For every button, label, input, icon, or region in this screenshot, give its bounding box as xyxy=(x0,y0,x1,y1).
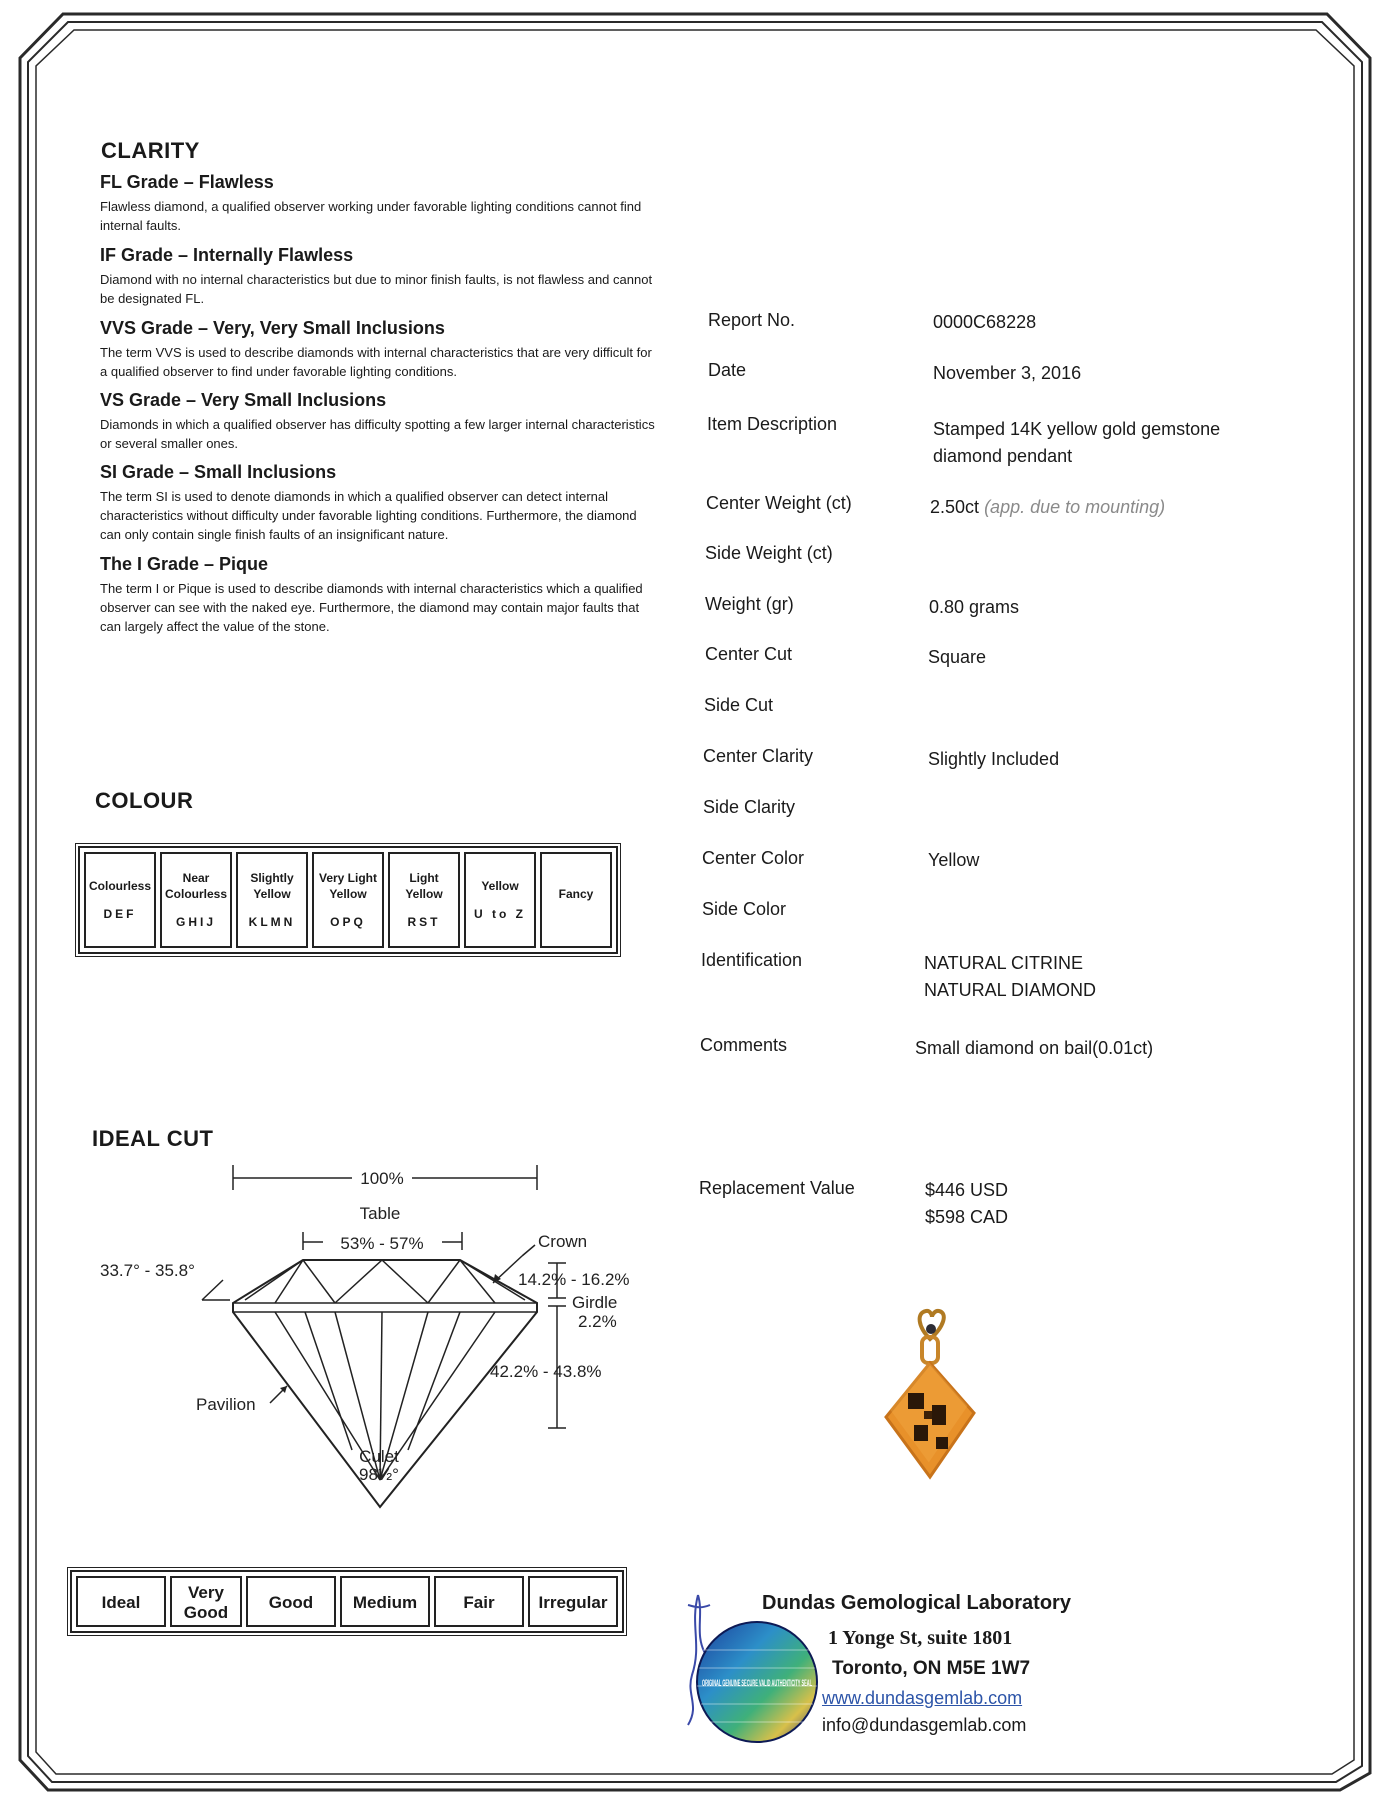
field-value-comments: Small diamond on bail(0.01ct) xyxy=(915,1038,1154,1058)
field-label-replacement-value: Replacement Value xyxy=(699,1178,855,1198)
field-label-item-description: Item Description xyxy=(707,414,838,434)
colour-codes: DEF xyxy=(103,907,137,921)
ideal-cut-diagram xyxy=(90,1160,670,1490)
grade-title: VS Grade – Very Small Inclusions xyxy=(100,390,387,410)
cut-grade-table xyxy=(70,1570,624,1633)
culet-value: 98½° xyxy=(359,1465,399,1484)
field-label-report-no: Report No. xyxy=(708,310,796,330)
lab-name: Dundas Gemological Laboratory xyxy=(762,1592,1071,1614)
field-label-center-color: Center Color xyxy=(702,848,805,868)
colour-scale-table xyxy=(78,846,618,954)
cut-grade-cell: Medium xyxy=(340,1576,430,1627)
crown-height-label: 14.2% - 16.2% xyxy=(518,1270,630,1289)
total-width-label: 100% xyxy=(360,1169,404,1188)
cut-grade-cell: Irregular xyxy=(528,1576,618,1627)
grade-description: The term I or Pique is used to describe diamonds with internal characteristics which a qualified observer can see with the naked eye. Furthermore, the diamond may contain major faults that can largely affect the value of the stone. xyxy=(100,581,643,634)
field-value-identification xyxy=(924,950,1096,1004)
hologram-text: ORIGINAL GENUINE SECURE VALID AUTHENTICITY SEAL xyxy=(702,1678,813,1688)
cut-grade-cell: Ideal xyxy=(76,1576,166,1627)
replacement-value-cad: $598 CAD xyxy=(925,1207,1009,1227)
clarity-grade-if xyxy=(100,245,660,308)
lab-website-link[interactable]: www.dundasgemlab.com xyxy=(822,1688,1023,1708)
grade-title: The I Grade – Pique xyxy=(100,554,269,574)
hologram-seal xyxy=(695,1620,820,1745)
field-value-item-description: Stamped 14K yellow gold gemstone diamond pendant xyxy=(933,419,1221,466)
grade-description: Diamond with no internal characteristics but due to minor finish faults, is not flawless and cannot be designated FL. xyxy=(100,272,653,306)
grade-description: The term SI is used to denote diamonds in which a qualified observer can detect internal characteristics without difficulty under favorable lighting conditions. Furthermore, the diamond can only contain single finish faults of an insignificant nature. xyxy=(100,489,637,542)
colour-title: COLOUR xyxy=(95,788,194,813)
clarity-grade-i xyxy=(100,554,660,636)
lab-address-line-1: 1 Yonge St, suite 1801 xyxy=(828,1627,1013,1649)
grade-description: The term VVS is used to describe diamonds with internal characteristics that are very difficult for a qualified observer to find under favorable lighting conditions. xyxy=(100,345,652,379)
colour-codes: OPQ xyxy=(330,915,366,929)
cut-grade-cell: Very Good xyxy=(170,1576,242,1627)
field-value-center-clarity: Slightly Included xyxy=(928,749,1060,769)
field-label-center-clarity: Center Clarity xyxy=(703,746,814,766)
colour-name: Very Light Yellow xyxy=(318,871,377,901)
field-value-weight: 0.80 grams xyxy=(929,597,1020,617)
colour-codes: U to Z xyxy=(474,907,526,921)
colour-codes: KLMN xyxy=(248,915,296,929)
center-weight-note: (app. due to mounting) xyxy=(984,497,1166,517)
field-label-side-color: Side Color xyxy=(702,899,787,919)
colour-codes: RST xyxy=(407,915,441,929)
field-value-center-weight xyxy=(930,494,1165,521)
colour-cell xyxy=(312,852,384,948)
pavilion-depth-label: 42.2% - 43.8% xyxy=(490,1362,602,1381)
colour-cell xyxy=(84,852,156,948)
clarity-grade-vs xyxy=(100,390,660,453)
colour-name: Slightly Yellow xyxy=(250,871,294,901)
colour-name: Colourless xyxy=(88,879,151,893)
colour-cell xyxy=(236,852,308,948)
culet-label: Culet xyxy=(359,1447,399,1466)
replacement-value-usd: $446 USD xyxy=(925,1180,1009,1200)
colour-cell xyxy=(540,852,612,948)
crown-angle-label: 33.7° - 35.8° xyxy=(100,1261,195,1280)
identification-line-1: NATURAL CITRINE xyxy=(924,953,1084,973)
clarity-title: CLARITY xyxy=(101,138,200,163)
field-value-center-cut: Square xyxy=(928,647,987,667)
field-label-side-weight: Side Weight (ct) xyxy=(705,543,833,563)
grade-description: Flawless diamond, a qualified observer working under favorable lighting conditions cannot find internal faults. xyxy=(100,199,642,233)
center-weight-value: 2.50ct xyxy=(930,497,980,517)
grade-title: FL Grade – Flawless xyxy=(100,172,274,192)
field-value-replacement-value xyxy=(925,1177,1008,1231)
table-label: Table xyxy=(359,1204,401,1223)
field-label-date: Date xyxy=(708,360,747,380)
field-value-date: November 3, 2016 xyxy=(933,363,1082,383)
field-label-identification: Identification xyxy=(701,950,803,970)
clarity-grade-vvs xyxy=(100,318,660,381)
pendant-photo xyxy=(870,1305,990,1495)
colour-codes: GHIJ xyxy=(175,915,216,929)
ideal-cut-title: IDEAL CUT xyxy=(92,1126,214,1151)
grade-title: SI Grade – Small Inclusions xyxy=(100,462,337,482)
lab-address-line-2: Toronto, ON M5E 1W7 xyxy=(832,1658,1031,1679)
field-value-report-no: 0000C68228 xyxy=(933,312,1037,332)
grade-description: Diamonds in which a qualified observer has difficulty spotting a few larger internal characteristics or several smaller ones. xyxy=(100,417,655,451)
colour-name: Yellow xyxy=(481,879,519,893)
clarity-grade-fl xyxy=(100,172,660,235)
table-range-label: 53% - 57% xyxy=(340,1234,424,1253)
girdle-label: Girdle xyxy=(572,1293,618,1312)
field-label-weight: Weight (gr) xyxy=(705,594,794,614)
field-label-center-cut: Center Cut xyxy=(705,644,793,664)
colour-name: Fancy xyxy=(558,887,594,901)
grade-title: IF Grade – Internally Flawless xyxy=(100,245,354,265)
field-value-center-color: Yellow xyxy=(928,850,980,870)
lab-email: info@dundasgemlab.com xyxy=(822,1715,1027,1735)
pavilion-label: Pavilion xyxy=(196,1395,256,1414)
field-label-side-cut: Side Cut xyxy=(704,695,774,715)
clarity-grade-si xyxy=(100,462,660,544)
grade-title: VVS Grade – Very, Very Small Inclusions xyxy=(100,318,445,338)
cut-grade-cell: Fair xyxy=(434,1576,524,1627)
colour-cell xyxy=(160,852,232,948)
cut-grade-cell: Good xyxy=(246,1576,336,1627)
girdle-value: 2.2% xyxy=(578,1312,617,1331)
colour-cell xyxy=(388,852,460,948)
field-label-comments: Comments xyxy=(700,1035,788,1055)
crown-label: Crown xyxy=(538,1232,588,1251)
colour-name: Near Colourless xyxy=(164,871,227,901)
colour-name: Light Yellow xyxy=(405,871,443,901)
field-label-side-clarity: Side Clarity xyxy=(703,797,796,817)
colour-cell xyxy=(464,852,536,948)
field-label-center-weight: Center Weight (ct) xyxy=(706,493,852,513)
identification-line-2: NATURAL DIAMOND xyxy=(924,980,1097,1000)
